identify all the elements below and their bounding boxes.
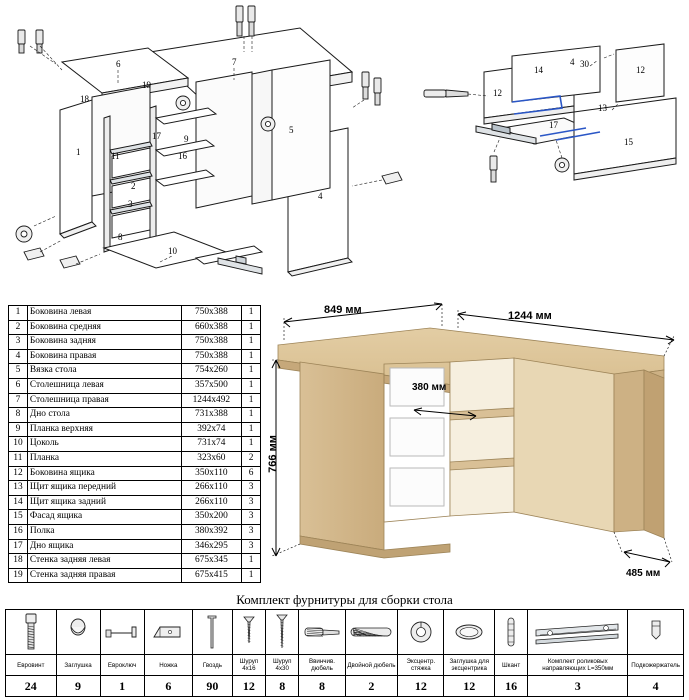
kit-item-name: Евровинт — [6, 655, 57, 676]
part-qty: 1 — [242, 364, 261, 379]
table-row — [9, 364, 261, 379]
part-size: 660x388 — [181, 320, 242, 335]
part-qty: 1 — [242, 568, 261, 583]
part-name: Щит ящика задний — [27, 495, 181, 510]
part-size: 266x110 — [181, 495, 242, 510]
kit-item-name: Гвоздь — [193, 655, 233, 676]
part-size: 750x388 — [181, 349, 242, 364]
kit-item-count: 16 — [494, 676, 527, 697]
kit-item-name: Евроключ — [100, 655, 144, 676]
svg-text:10: 10 — [168, 246, 177, 256]
euro-key-icon — [100, 610, 144, 655]
finished-desk-view — [262, 300, 689, 590]
kit-item-name: Эксцентр. стяжка — [398, 655, 444, 676]
svg-text:17: 17 — [152, 131, 161, 141]
kit-item-count: 1 — [100, 676, 144, 697]
svg-text:6: 6 — [116, 59, 121, 69]
part-qty: 3 — [242, 524, 261, 539]
exploded-assembly-diagram — [0, 0, 689, 295]
part-size: 675x345 — [181, 554, 242, 569]
svg-text:16: 16 — [178, 151, 187, 161]
svg-text:8: 8 — [118, 232, 123, 242]
svg-text:4: 4 — [570, 57, 575, 67]
part-name: Цоколь — [27, 437, 181, 452]
svg-text:3: 3 — [128, 199, 133, 209]
part-no: 4 — [9, 349, 28, 364]
part-no: 7 — [9, 393, 28, 408]
part-size: 380x392 — [181, 524, 242, 539]
kit-item-count: 12 — [398, 676, 444, 697]
table-row — [9, 335, 261, 350]
cap-icon — [56, 610, 100, 655]
part-no: 13 — [9, 481, 28, 496]
part-no: 2 — [9, 320, 28, 335]
slide-rail-icon — [528, 610, 628, 655]
part-qty: 1 — [242, 422, 261, 437]
table-row — [9, 306, 261, 321]
dim-width-total: 1244 мм — [508, 310, 552, 322]
hardware-kit-table — [5, 609, 684, 697]
table-row — [9, 378, 261, 393]
kit-item-name: Шуруп 4х16 — [232, 655, 265, 676]
kit-item-count: 12 — [232, 676, 265, 697]
part-qty: 3 — [242, 481, 261, 496]
part-qty: 1 — [242, 349, 261, 364]
table-row — [9, 408, 261, 423]
part-no: 15 — [9, 510, 28, 525]
table-row — [9, 524, 261, 539]
part-qty: 1 — [242, 378, 261, 393]
part-name: Планка — [27, 451, 181, 466]
svg-text:13: 13 — [598, 103, 607, 113]
kit-item-name: Заглушка для эксцентрика — [444, 655, 495, 676]
dowel-screw-icon — [299, 610, 345, 655]
part-size: 266x110 — [181, 481, 242, 496]
screw30-icon — [266, 610, 299, 655]
part-name: Щит ящика передний — [27, 481, 181, 496]
svg-text:9: 9 — [184, 134, 189, 144]
part-no: 16 — [9, 524, 28, 539]
double-dowel-icon — [345, 610, 398, 655]
svg-text:11: 11 — [111, 151, 120, 161]
parts-table — [8, 305, 261, 583]
kit-item-name: Шуруп 4х30 — [266, 655, 299, 676]
part-name: Боковина правая — [27, 349, 181, 364]
part-name: Стенка задняя левая — [27, 554, 181, 569]
kit-item-count: 6 — [144, 676, 192, 697]
table-row — [9, 437, 261, 452]
table-row — [9, 451, 261, 466]
part-no: 8 — [9, 408, 28, 423]
nail-icon — [193, 610, 233, 655]
screw16-icon — [232, 610, 265, 655]
part-size: 1244x492 — [181, 393, 242, 408]
part-qty: 3 — [242, 539, 261, 554]
svg-text:18: 18 — [80, 94, 89, 104]
part-name: Боковина левая — [27, 306, 181, 321]
kit-title: Комплект фурнитуры для сборки стола — [236, 592, 453, 607]
part-size: 750x388 — [181, 306, 242, 321]
part-no: 19 — [9, 568, 28, 583]
svg-text:12: 12 — [636, 65, 645, 75]
part-no: 6 — [9, 378, 28, 393]
dim-depth-inner: 380 мм — [412, 382, 447, 393]
part-no: 3 — [9, 335, 28, 350]
svg-text:14: 14 — [534, 65, 543, 75]
part-size: 731x388 — [181, 408, 242, 423]
part-qty: 2 — [242, 451, 261, 466]
part-size: 350x110 — [181, 466, 242, 481]
part-size: 346x295 — [181, 539, 242, 554]
kit-item-name: Шкант — [494, 655, 527, 676]
table-row — [9, 554, 261, 569]
table-row — [9, 481, 261, 496]
kit-item-count: 9 — [56, 676, 100, 697]
kit-item-count: 24 — [6, 676, 57, 697]
part-name: Столешница правая — [27, 393, 181, 408]
kit-item-count: 90 — [193, 676, 233, 697]
table-row — [9, 422, 261, 437]
part-name: Боковина средняя — [27, 320, 181, 335]
part-qty: 3 — [242, 495, 261, 510]
part-size: 323x60 — [181, 451, 242, 466]
kit-item-name: Комплект роликовых направляющих L=350мм — [528, 655, 628, 676]
part-name: Стенка задняя правая — [27, 568, 181, 583]
euro-screw-icon — [6, 610, 57, 655]
kit-item-name: Ввинчив. дюбель — [299, 655, 345, 676]
part-qty: 1 — [242, 320, 261, 335]
part-size: 754x260 — [181, 364, 242, 379]
table-row — [9, 510, 261, 525]
part-qty: 1 — [242, 437, 261, 452]
kit-item-count: 8 — [299, 676, 345, 697]
cam-cap-icon — [444, 610, 495, 655]
part-size: 750x388 — [181, 335, 242, 350]
svg-text:17: 17 — [549, 120, 558, 130]
part-qty: 1 — [242, 554, 261, 569]
kit-item-count: 8 — [266, 676, 299, 697]
part-name: Вязка стола — [27, 364, 181, 379]
svg-text:2: 2 — [131, 181, 136, 191]
dim-depth: 485 мм — [626, 568, 661, 579]
kit-item-count: 3 — [528, 676, 628, 697]
part-no: 1 — [9, 306, 28, 321]
dim-width-left: 849 мм — [324, 304, 362, 316]
kit-item-name: Заглушка — [56, 655, 100, 676]
part-size: 731x74 — [181, 437, 242, 452]
svg-text:19: 19 — [142, 80, 151, 90]
part-no: 17 — [9, 539, 28, 554]
part-name: Полка — [27, 524, 181, 539]
cam-lock-icon — [398, 610, 444, 655]
part-no: 11 — [9, 451, 28, 466]
part-no: 9 — [9, 422, 28, 437]
svg-text:7: 7 — [232, 57, 237, 67]
part-name: Дно ящика — [27, 539, 181, 554]
part-no: 5 — [9, 364, 28, 379]
kit-item-name: Двойной дюбель — [345, 655, 398, 676]
svg-text:1: 1 — [76, 147, 81, 157]
part-qty: 1 — [242, 393, 261, 408]
part-name: Боковина ящика — [27, 466, 181, 481]
part-no: 10 — [9, 437, 28, 452]
part-qty: 1 — [242, 408, 261, 423]
table-row — [9, 349, 261, 364]
part-name: Дно стола — [27, 408, 181, 423]
part-size: 675x415 — [181, 568, 242, 583]
part-qty: 1 — [242, 306, 261, 321]
part-size: 350x200 — [181, 510, 242, 525]
part-no: 14 — [9, 495, 28, 510]
svg-text:30: 30 — [580, 59, 589, 69]
kit-item-count: 2 — [345, 676, 398, 697]
svg-text:5: 5 — [289, 125, 294, 135]
kit-item-count: 12 — [444, 676, 495, 697]
part-name: Планка верхняя — [27, 422, 181, 437]
shelf-support-icon — [628, 610, 684, 655]
kit-item-count: 4 — [628, 676, 684, 697]
svg-text:12: 12 — [493, 88, 502, 98]
kit-item-name: Ножка — [144, 655, 192, 676]
part-qty: 6 — [242, 466, 261, 481]
foot-icon — [144, 610, 192, 655]
kit-item-name: Подкожержатель — [628, 655, 684, 676]
part-name: Боковина задняя — [27, 335, 181, 350]
part-size: 392x74 — [181, 422, 242, 437]
table-row — [9, 539, 261, 554]
svg-text:15: 15 — [624, 137, 633, 147]
svg-text:4: 4 — [318, 191, 323, 201]
part-qty: 1 — [242, 335, 261, 350]
part-name: Фасад ящика — [27, 510, 181, 525]
table-row — [9, 393, 261, 408]
table-row — [9, 495, 261, 510]
dim-height: 766 мм — [266, 435, 279, 473]
part-name: Столешница левая — [27, 378, 181, 393]
part-qty: 3 — [242, 510, 261, 525]
part-size: 357x500 — [181, 378, 242, 393]
part-no: 18 — [9, 554, 28, 569]
table-row — [9, 466, 261, 481]
dowel-icon — [494, 610, 527, 655]
table-row — [9, 568, 261, 583]
table-row — [9, 320, 261, 335]
part-no: 12 — [9, 466, 28, 481]
